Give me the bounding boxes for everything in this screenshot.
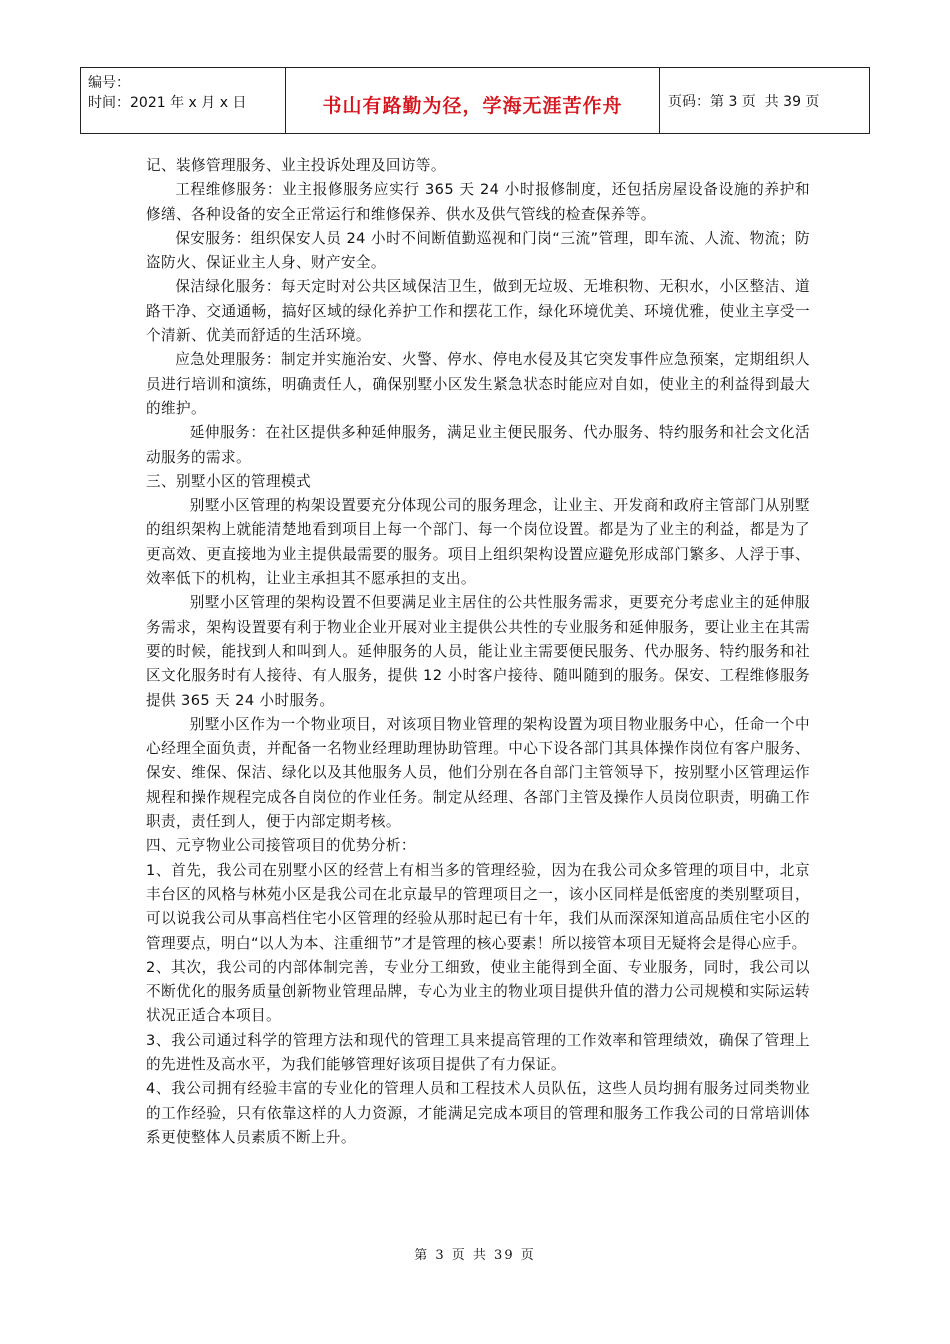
paragraph: 别墅小区管理的架构设置不但要满足业主居住的公共性服务需求，更要充分考虑业主的延伸服务需求，架构设置要有利于物业企业开展对业主提供公共性的专业服务和延伸服务，要让业主在其需要的时候，能找到人和叫到人。延伸服务的人员，能让业主需要便民服务、代办服务、特约服务和社区文化服务时有人接待、有人服务，提供 12 小时客户接待、随叫随到的服务。保安、工程维修服务提供 365 天 24 小时服务。	[146, 594, 810, 709]
document-body	[146, 154, 810, 1150]
paragraph: 应急处理服务：制定并实施治安、火警、停水、停电水侵及其它突发事件应急预案，定期组织人员进行培训和演练，明确责任人，确保别墅小区发生紧急状态时能应对自如，使业主的利益得到最大的维护。	[146, 351, 810, 417]
header-meta	[81, 68, 286, 133]
header-page-number: 页码：第 3 页 共 39 页	[668, 93, 820, 110]
paragraph: 延伸服务：在社区提供多种延伸服务，满足业主便民服务、代办服务、特约服务和社会文化活动服务的需求。	[146, 424, 810, 466]
page-header	[80, 67, 870, 134]
paragraph: 4、我公司拥有经验丰富的专业化的管理人员和工程技术人员队伍，这些人员均拥有服务过同类物业的工作经验，只有依靠这样的人力资源，才能满足完成本项目的管理和服务工作我公司的日常培训体系更使整体人员素质不断上升。	[146, 1080, 810, 1146]
paragraph: 记、装修管理服务、业主投诉处理及回访等。	[146, 157, 446, 174]
section-heading: 四、元亨物业公司接管项目的优势分析：	[146, 837, 416, 855]
paragraph: 别墅小区作为一个物业项目，对该项目物业管理的架构设置为项目物业服务中心，任命一个中心经理全面负责，并配备一名物业经理助理协助管理。中心下设各部门其具体操作岗位有客户服务、保安、维保、保洁、绿化以及其他服务人员，他们分别在各自部门主管领导下，按别墅小区管理运作规程和操作规程完成各自岗位的作业任务。制定从经理、各部门主管及操作人员岗位职责，明确工作职责，责任到人，便于内部定期考核。	[146, 715, 810, 831]
paragraph: 别墅小区管理的构架设置要充分体现公司的服务理念，让业主、开发商和政府主管部门从别墅的组织架构上就能清楚地看到项目上每一个部门、每一个岗位设置。都是为了业主的利益，都是为了更高效、更直接地为业主提供最需要的服务。项目上组织架构设置应避免形成部门繁多、人浮于事、效率低下的机构，让业主承担其不愿承担的支出。	[146, 497, 810, 588]
section-heading: 三、别墅小区的管理模式	[146, 472, 311, 490]
paragraph: 1、首先，我公司在别墅小区的经营上有相当多的管理经验，因为在我公司众多管理的项目中，北京丰台区的风格与林苑小区是我公司在北京最早的管理项目之一，该小区同样是低密度的类别墅项目，可以说我公司从事高档住宅小区管理的经验从那时起已有十年，我们从而深深知道高品质住宅小区的管理要点，明白“以人为本、注重细节”才是管理的核心要素！所以接管本项目无疑将会是得心应手。	[146, 861, 810, 952]
document-number-label: 编号：	[88, 75, 130, 91]
header-motto: 书山有路勤为径，学海无涯苦作舟	[322, 95, 623, 117]
paragraph: 保洁绿化服务：每天定时对公共区域保洁卫生，做到无垃圾、无堆积物、无积水，小区整洁、道路干净、交通通畅，搞好区域的绿化养护工作和摆花工作，绿化环境优美、环境优雅，使业主享受一个清新、优美而舒适的生活环境。	[146, 278, 810, 345]
header-motto-cell	[286, 68, 660, 133]
paragraph: 工程维修服务：业主报修服务应实行 365 天 24 小时报修制度，还包括房屋设备设施的养护和修缮、各种设备的安全正常运行和维修保养、供水及供气管线的检查保养等。	[146, 181, 810, 223]
page-footer: 第 3 页 共 39 页	[414, 1248, 536, 1263]
header-page-cell	[660, 68, 869, 133]
paragraph: 保安服务：组织保安人员 24 小时不间断值勤巡视和门岗“三流”管理，即车流、人流、物流；防盗防火、保证业主人身、财产安全。	[146, 229, 810, 272]
document-time-label: 时间：2021 年 x 月 x 日	[88, 95, 247, 111]
paragraph: 2、其次，我公司的内部体制完善，专业分工细致，使业主能得到全面、专业服务，同时，我公司以不断优化的服务质量创新物业管理品牌，专心为业主的物业项目提供升值的潜力公司规模和实际运转状况正适合本项目。	[146, 958, 810, 1025]
paragraph: 3、我公司通过科学的管理方法和现代的管理工具来提高管理的工作效率和管理绩效，确保了管理上的先进性及高水平，为我们能够管理好该项目提供了有力保证。	[146, 1031, 810, 1073]
